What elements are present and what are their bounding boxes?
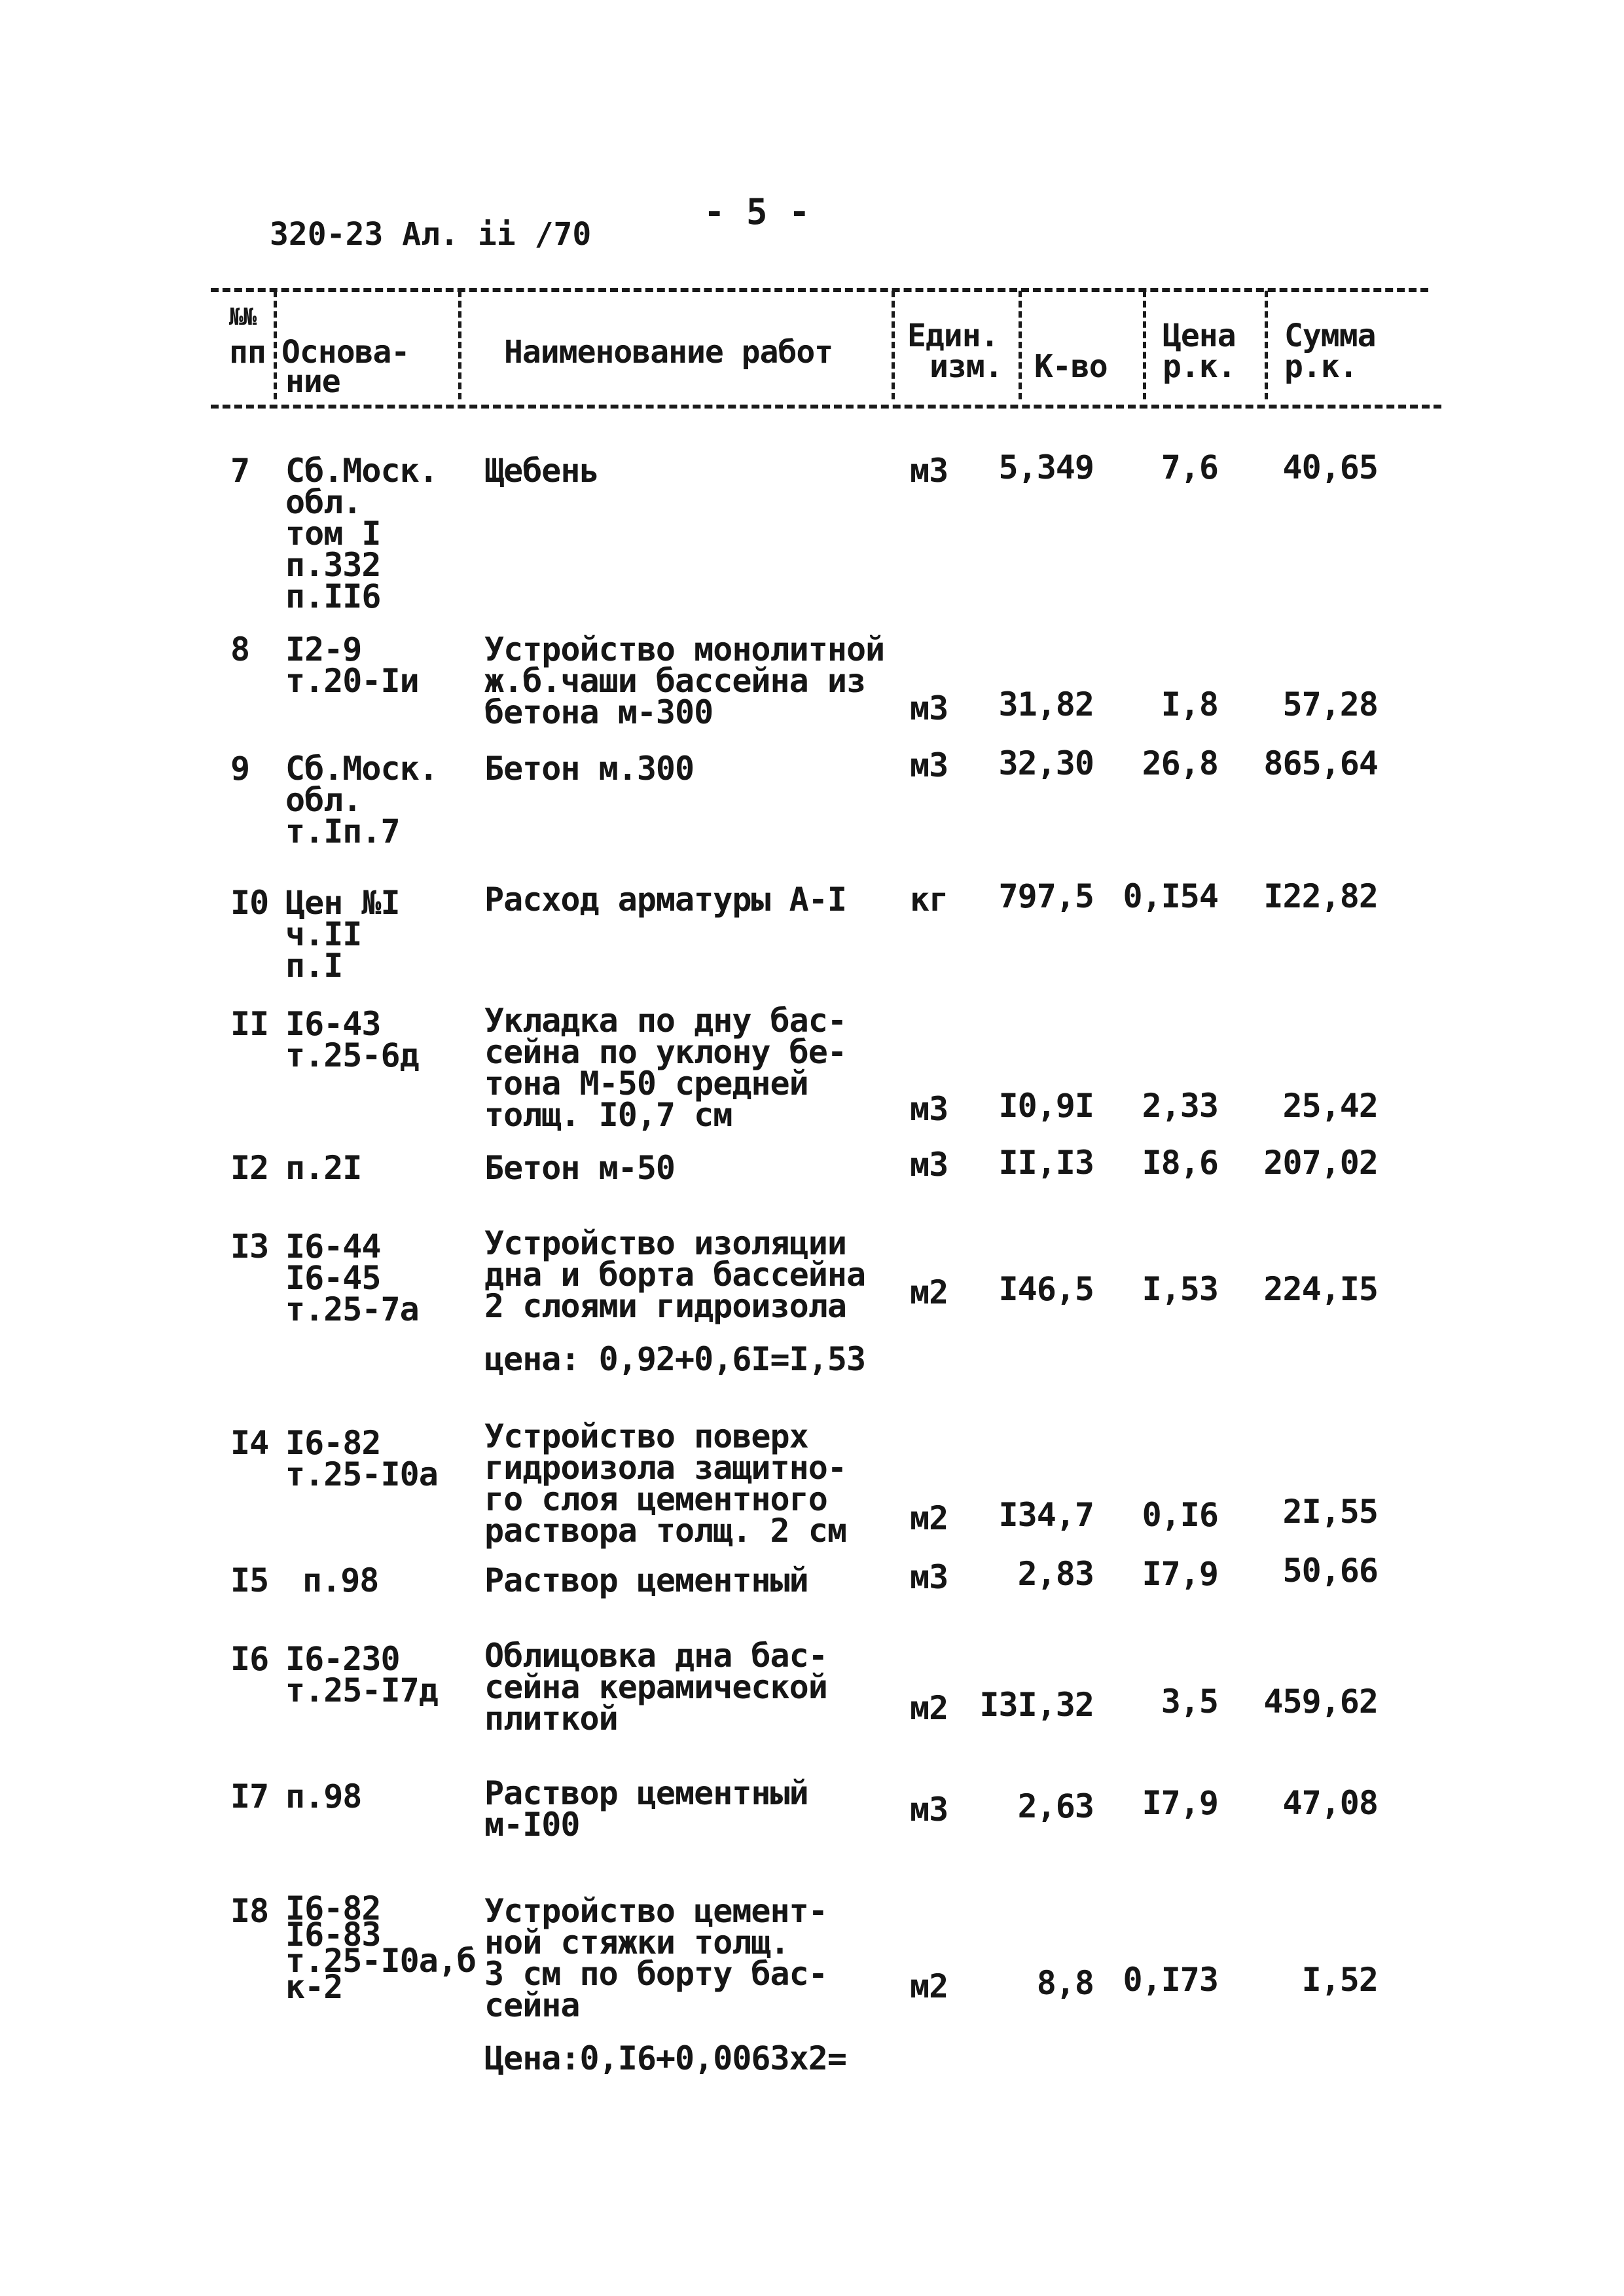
row-sum: 47,08 [1282, 1784, 1378, 1822]
row-price: I,53 [1142, 1270, 1218, 1308]
row-qty: 31,82 [998, 685, 1094, 723]
header-separator [892, 291, 895, 399]
col-basis-header-2: ние [285, 363, 340, 400]
row-basis: I6-44 I6-45 т.25-7а [285, 1228, 419, 1328]
row-name: Укладка по дну бас- сейна по уклону бе- тона М-50 средней толщ. I0,7 см [484, 1002, 846, 1134]
row-name: Облицовка дна бас- сейна керамической плиткой [484, 1637, 827, 1738]
row-no: I2 [230, 1149, 269, 1187]
row-name: Устройство изоляции дна и борта бассейна 2 слоями гидроизола [484, 1224, 866, 1325]
row-price: I8,6 [1142, 1144, 1218, 1182]
row-no: I5 [230, 1561, 269, 1599]
row-basis: I6-82 I6-83 т.25-I0а,б к-2 [285, 1889, 477, 2006]
header-separator [1265, 291, 1268, 399]
row-qty: I34,7 [998, 1496, 1094, 1534]
row-price: 0,I54 [1123, 877, 1218, 915]
col-price-header: Цена [1163, 318, 1236, 354]
row-price: 0,I73 [1123, 1961, 1218, 1999]
document-code: 320-23 Ал. ii /70 [270, 216, 592, 253]
row-sum: 865,64 [1263, 744, 1378, 782]
row-no: I8 [230, 1892, 269, 1930]
row-no: I7 [230, 1777, 269, 1815]
row-qty: 5,349 [998, 448, 1094, 486]
row-sum: 25,42 [1282, 1087, 1378, 1125]
row-unit: м2 [910, 1967, 948, 2005]
row-sum: 40,65 [1282, 448, 1378, 486]
row-basis: Сб.Моск. обл. т.Iп.7 [285, 750, 438, 850]
row-price: 26,8 [1142, 744, 1218, 782]
row-price: 7,6 [1161, 448, 1218, 486]
row-no: I4 [230, 1424, 269, 1462]
row-name: Расход арматуры А-I [484, 881, 846, 919]
row-price: I7,9 [1142, 1784, 1218, 1822]
row-sum: 57,28 [1282, 685, 1378, 723]
row-no: 7 [230, 452, 250, 490]
row-sum: I,52 [1301, 1961, 1378, 1999]
row-unit: м3 [910, 1558, 948, 1596]
row-sum: 2I,55 [1282, 1493, 1378, 1531]
row-name: Раствор цементный [484, 1561, 808, 1599]
row-name: Бетон м.300 [484, 750, 695, 788]
header-separator [1019, 291, 1022, 399]
row-qty: I46,5 [998, 1270, 1094, 1308]
row-sum: 459,62 [1263, 1683, 1378, 1721]
row-unit: м2 [910, 1499, 948, 1537]
row-qty: I0,9I [998, 1087, 1094, 1125]
header-top-rule [211, 288, 1428, 292]
header-separator [274, 291, 277, 399]
row-name: Устройство поверх гидроизола защитно- го слоя цементного раствора толщ. 2 см [484, 1417, 846, 1550]
row-no: I3 [230, 1228, 269, 1266]
col-no-header-2: пп [229, 334, 266, 371]
row-sum: I22,82 [1263, 877, 1378, 915]
header-separator [1143, 291, 1146, 399]
row-unit: м3 [910, 452, 948, 490]
row-basis: I2-9 т.20-Iи [285, 630, 419, 700]
row-unit: м2 [910, 1689, 948, 1727]
row-price: 0,I6 [1142, 1496, 1218, 1534]
col-unit-header-2: изм. [929, 348, 1003, 385]
row-unit: м3 [910, 1791, 948, 1829]
row-no: I6 [230, 1640, 269, 1678]
col-no-line1: №№ [229, 304, 257, 331]
row-unit: м2 [910, 1273, 948, 1311]
row-qty: 32,30 [998, 744, 1094, 782]
row-basis: п.98 [302, 1561, 379, 1599]
col-qty-header: К-во [1034, 348, 1108, 385]
row-qty: I3I,32 [979, 1686, 1094, 1724]
row-basis: I6-43 т.25-6д [285, 1005, 419, 1074]
row-price: I,8 [1161, 685, 1218, 723]
row-no: 9 [230, 750, 250, 788]
row-qty: 797,5 [998, 877, 1094, 915]
row-name: Устройство монолитной ж.б.чаши бассейна из бетона м-300 [484, 630, 885, 731]
row-basis: Цен №I ч.II п.I [285, 884, 400, 985]
header-bottom-rule [211, 405, 1441, 409]
row-sum: 207,02 [1263, 1144, 1378, 1182]
row-basis: п.2I [285, 1149, 362, 1187]
col-no-header [229, 306, 256, 329]
row-basis: п.98 [285, 1777, 362, 1815]
col-sum-header-2: р.к. [1284, 348, 1358, 385]
row-unit: кг [910, 881, 948, 919]
row-price: 2,33 [1142, 1087, 1218, 1125]
row-name: Устройство цемент- ной стяжки толщ. 3 см по борту бас- сейна [484, 1892, 827, 2024]
row-qty: 8,8 [1036, 1964, 1094, 2002]
row-qty: II,I3 [998, 1144, 1094, 1182]
row-qty: 2,83 [1017, 1555, 1094, 1593]
page-number: - 5 - [704, 191, 810, 232]
row-sum: 224,I5 [1263, 1270, 1378, 1308]
row-sum: 50,66 [1282, 1552, 1378, 1590]
row-name: Раствор цементный м-I00 [484, 1774, 808, 1844]
col-unit-header: Един. [907, 318, 999, 354]
row-note: цена: 0,92+0,6I=I,53 [484, 1340, 866, 1378]
row-no: 8 [230, 630, 250, 668]
row-basis: I6-82 т.25-I0а [285, 1424, 438, 1493]
row-basis: Сб.Моск. обл. том I п.332 п.II6 [285, 452, 438, 615]
row-unit: м3 [910, 1090, 948, 1128]
row-note: Цена:0,I6+0,0063х2= [484, 2039, 846, 2077]
row-price: I7,9 [1142, 1555, 1218, 1593]
row-no: I0 [230, 884, 269, 922]
row-name: Щебень [484, 452, 599, 490]
header-separator [458, 291, 461, 399]
row-price: 3,5 [1161, 1683, 1218, 1721]
col-sum-header: Сумма [1284, 318, 1376, 354]
row-qty: 2,63 [1017, 1787, 1094, 1825]
row-name: Бетон м-50 [484, 1149, 676, 1187]
row-unit: м3 [910, 746, 948, 784]
col-name-header: Наименование работ [504, 334, 833, 371]
col-basis-header: Основа- [281, 334, 410, 371]
col-price-header-2: р.к. [1163, 348, 1236, 385]
row-unit: м3 [910, 1146, 948, 1184]
row-unit: м3 [910, 689, 948, 727]
row-basis: I6-230 т.25-I7д [285, 1640, 438, 1709]
row-no: II [230, 1005, 269, 1043]
